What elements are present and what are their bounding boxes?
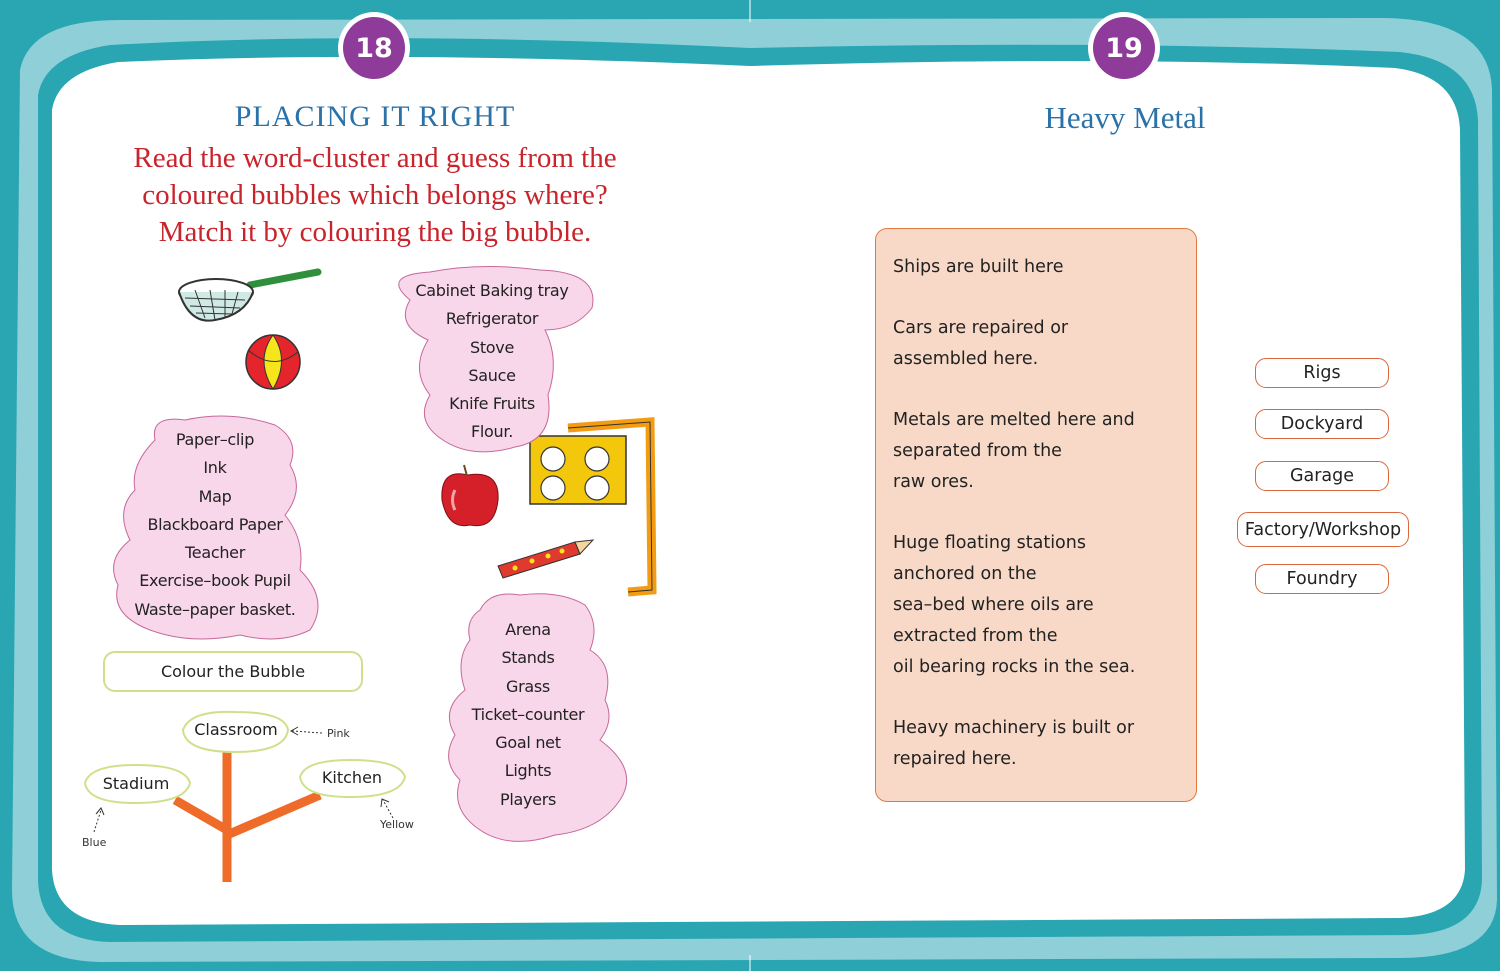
cloud-word: Ink [203, 458, 227, 478]
colour-the-bubble-label: Colour the Bubble [103, 651, 363, 692]
yellow-note: Yellow [380, 818, 414, 831]
cloud-word: Goal net [495, 733, 561, 753]
cloud-word: Stands [501, 648, 555, 668]
clue: Cars are repaired or assembled here. [893, 318, 1069, 369]
strainer-icon [179, 272, 318, 321]
cloud-word: Sauce [468, 365, 516, 385]
cloud-word: Paper–clip [175, 430, 255, 449]
page-title-right: Heavy Metal [1044, 100, 1206, 135]
instruction-line: Read the word-cluster and guess from the [133, 142, 617, 174]
option-foundry[interactable]: Foundry [1255, 564, 1389, 594]
basketball-hoop-icon [530, 422, 652, 592]
clue: Huge floating stations anchored on the sea–bed where oils are extracted from the oil bearing rocks in the sea. [893, 533, 1136, 677]
page-title: PLACING IT RIGHT [234, 100, 516, 133]
page-number-18: 18 [343, 17, 405, 79]
stadium-word-list [448, 616, 608, 814]
apple-icon [442, 465, 498, 526]
page-number-19: 19 [1093, 17, 1155, 79]
classroom-word-list [115, 426, 315, 624]
ball-icon [246, 335, 300, 389]
cloud-word: Map [198, 486, 232, 506]
instruction-line: Match it by colouring the big bubble. [158, 216, 592, 248]
option-factory-workshop[interactable]: Factory/Workshop [1237, 512, 1409, 547]
cloud-word: Exercise–book Pupil [139, 571, 291, 591]
cloud-word: Lights [504, 761, 552, 781]
kitchen-word-list [402, 277, 582, 447]
cloud-word: Blackboard Paper [147, 514, 283, 534]
cloud-word: Knife Fruits [449, 394, 535, 414]
cloud-word: Arena [505, 620, 551, 639]
cloud-word: Refrigerator [445, 309, 539, 329]
clue: Ships are built here [893, 257, 1064, 277]
cloud-word: Stove [469, 337, 515, 357]
cloud-word: Players [499, 789, 557, 809]
cloud-word: Waste–paper basket. [134, 599, 296, 619]
tree-bubble-top[interactable]: Classroom [194, 720, 278, 739]
blue-note: Blue [82, 836, 107, 849]
cloud-word: Ticket–counter [471, 704, 585, 724]
cloud-word: Teacher [185, 543, 245, 563]
option-garage[interactable]: Garage [1255, 461, 1389, 491]
cloud-word: Grass [506, 676, 550, 696]
option-rigs[interactable]: Rigs [1255, 358, 1389, 388]
clues-box [875, 228, 1197, 802]
pink-note: Pink [327, 727, 350, 740]
clue: Metals are melted here and separated from the raw ores. [893, 410, 1135, 492]
pencil-icon [498, 540, 593, 578]
clue: Heavy machinery is built or repaired here. [893, 718, 1135, 769]
cloud-word: Cabinet Baking tray [415, 281, 569, 300]
instruction-line: coloured bubbles which belongs where? [142, 179, 608, 211]
tree-bubble-right[interactable]: Kitchen [321, 768, 383, 787]
cloud-word: Flour. [471, 422, 513, 442]
tree-bubble-left[interactable]: Stadium [102, 774, 170, 793]
option-dockyard[interactable]: Dockyard [1255, 409, 1389, 439]
